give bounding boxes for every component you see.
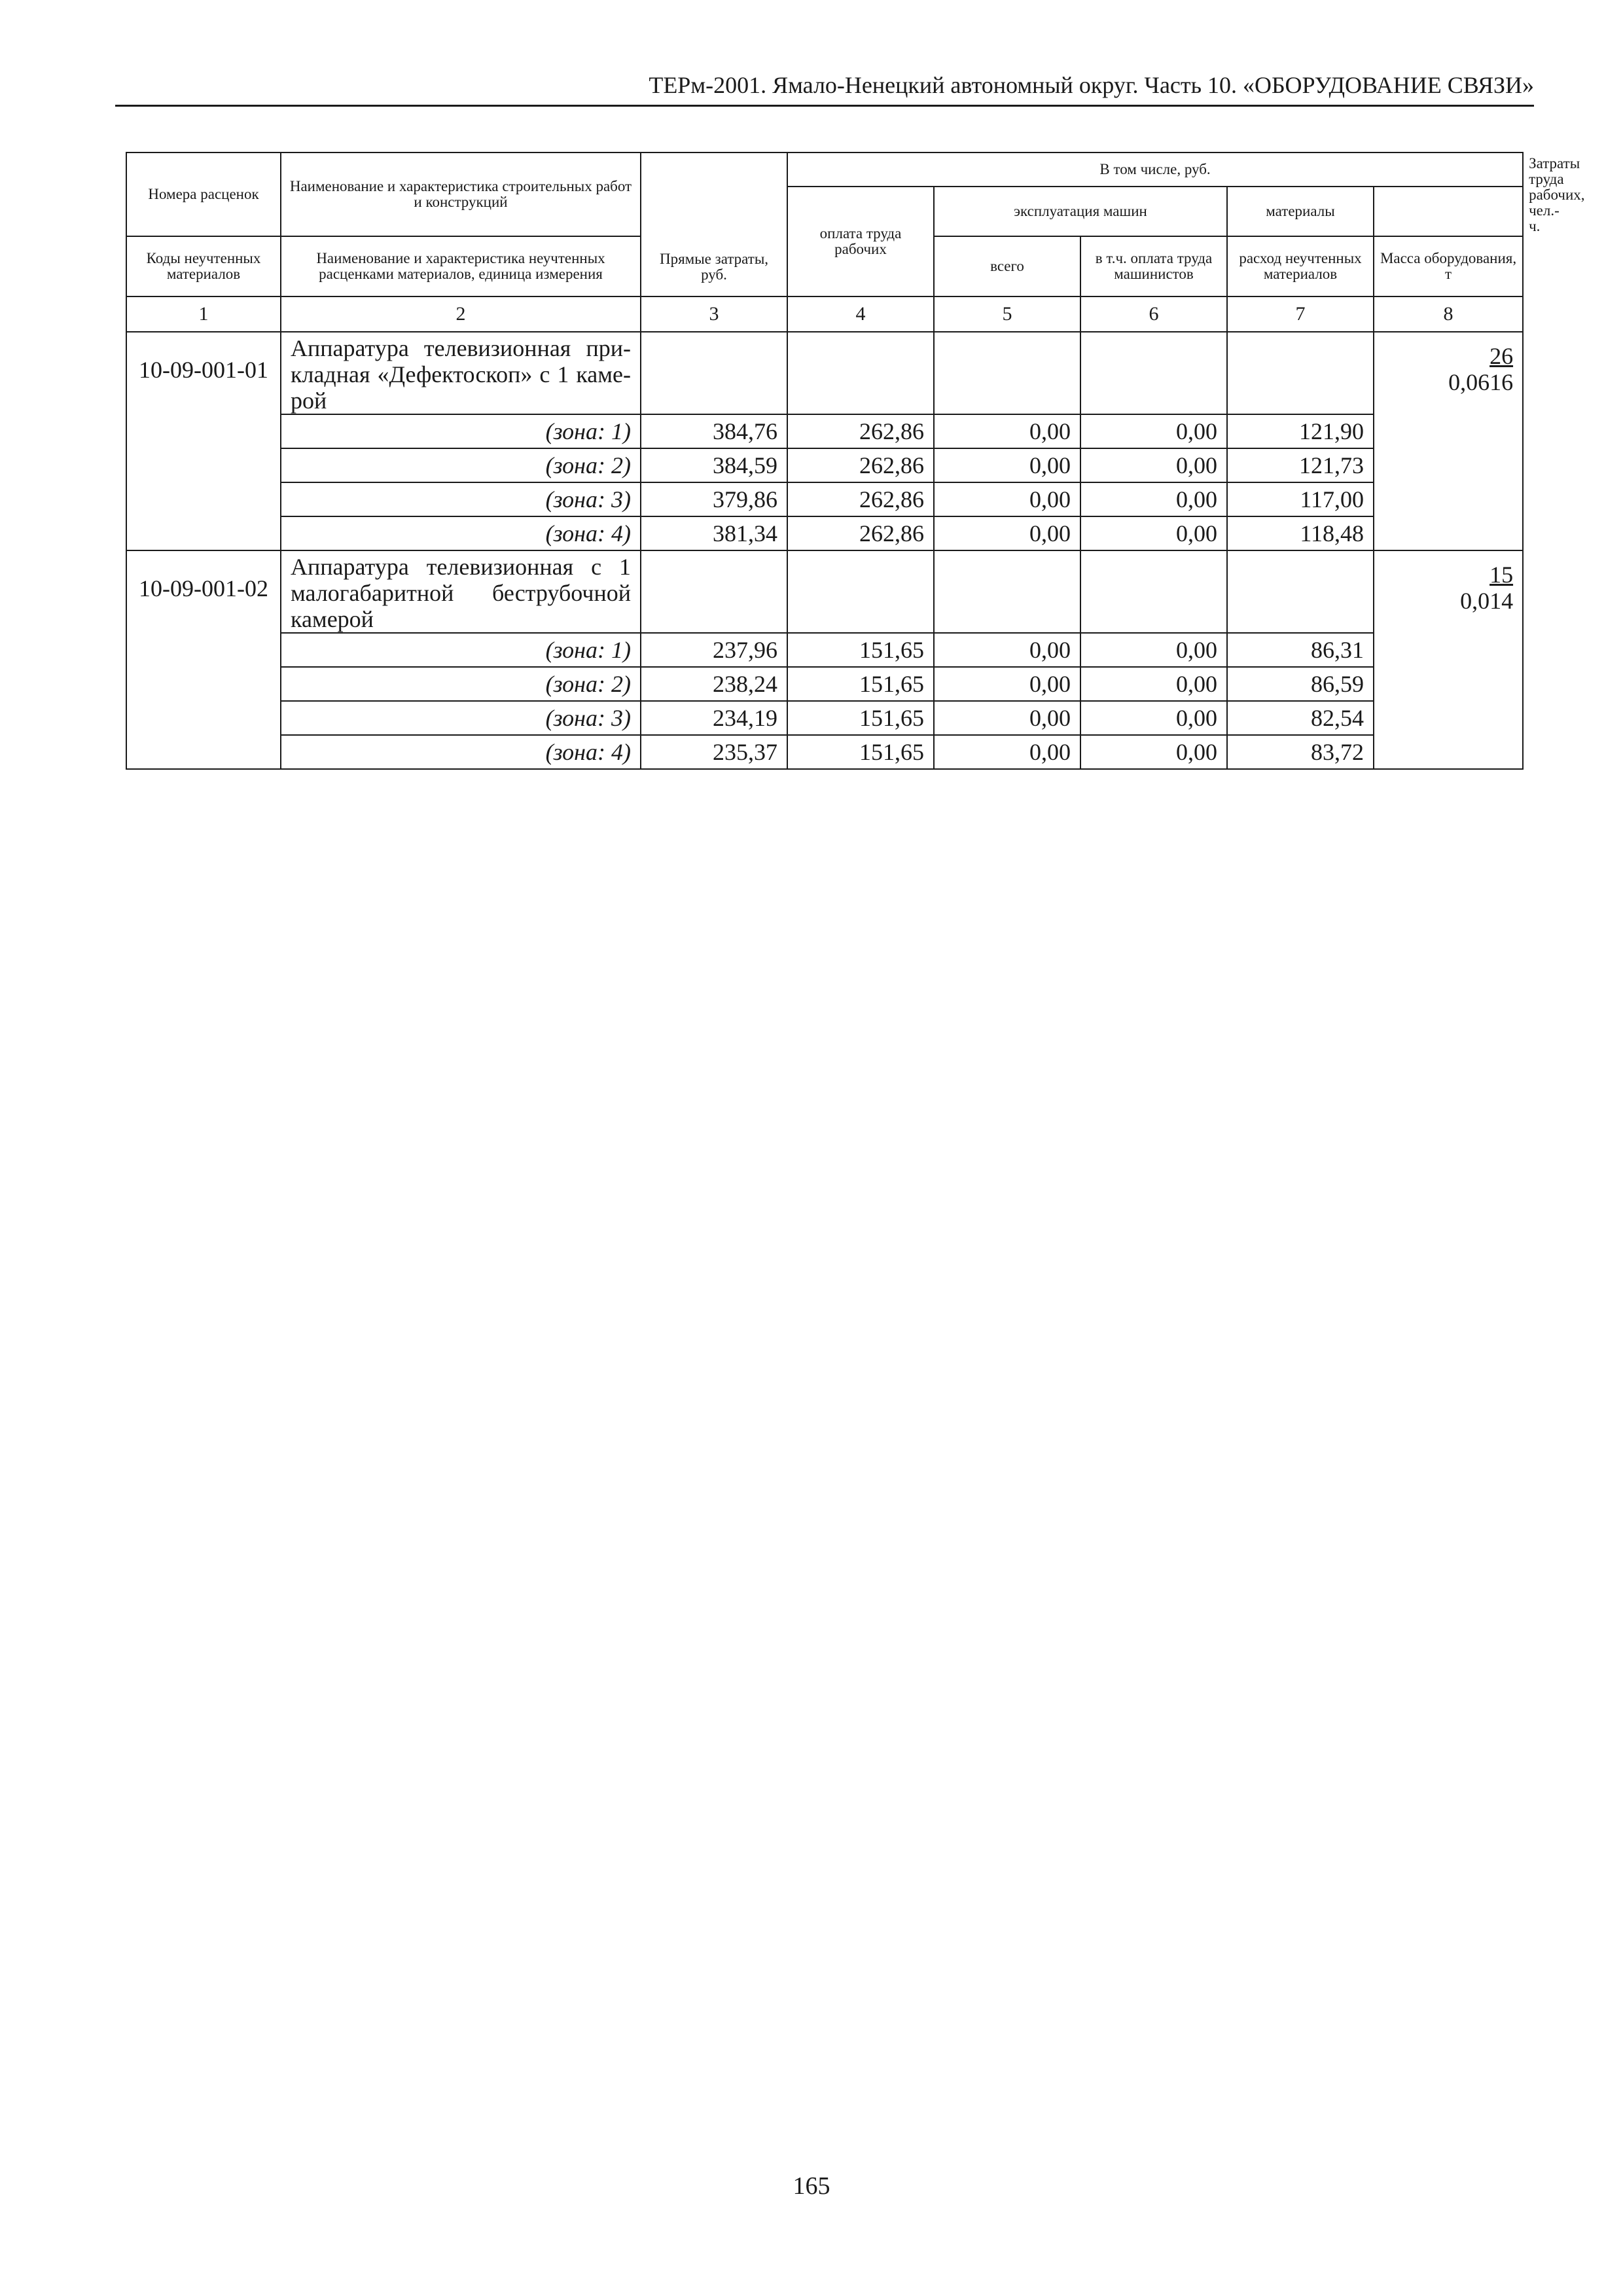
column-number: 7 (1227, 296, 1374, 332)
rate-block (126, 550, 1523, 769)
materials-cost: 86,59 (1227, 667, 1374, 701)
direct-cost: 238,24 (641, 667, 787, 701)
machines-total: 0,00 (934, 516, 1080, 550)
machines-total: 0,00 (934, 667, 1080, 701)
rates-table (126, 152, 1585, 770)
column-number: 3 (641, 296, 787, 332)
column-number: 5 (934, 296, 1080, 332)
zone-label: (зона: 1) (281, 414, 641, 448)
zone-label: (зона: 1) (281, 633, 641, 667)
materials-cost: 121,73 (1227, 448, 1374, 482)
header-equipment-mass: Масса оборудования, т (1374, 236, 1523, 296)
machinists-pay: 0,00 (1080, 633, 1227, 667)
materials-cost: 82,54 (1227, 701, 1374, 735)
header-labor-pay: оплата труда рабочих (787, 187, 934, 296)
machinists-pay: 0,00 (1080, 667, 1227, 701)
zone-label: (зона: 2) (281, 448, 641, 482)
header-rate-numbers: Номера расценок (126, 152, 281, 236)
zone-label: (зона: 4) (281, 516, 641, 550)
column-number: 6 (1080, 296, 1227, 332)
labor-pay: 151,65 (787, 667, 934, 701)
labor-and-mass (1374, 550, 1523, 769)
materials-cost: 83,72 (1227, 735, 1374, 769)
equipment-mass: 0,0616 (1448, 369, 1514, 395)
column-number: 4 (787, 296, 934, 332)
machinists-pay: 0,00 (1080, 516, 1227, 550)
machines-total: 0,00 (934, 701, 1080, 735)
labor-pay: 262,86 (787, 482, 934, 516)
zone-row (126, 667, 1523, 701)
column-number: 8 (1374, 296, 1523, 332)
labor-hours: 26 (1489, 343, 1514, 369)
labor-pay: 151,65 (787, 701, 934, 735)
header-machines: эксплуатация машин (934, 187, 1227, 236)
labor-and-mass (1374, 332, 1523, 550)
header-machines-labor: в т.ч. оплата труда машинистов (1080, 236, 1227, 296)
running-head: ТЕРм-2001. Ямало-Ненецкий автономный округ. Часть 10. «ОБОРУДОВАНИЕ СВЯЗИ» (115, 71, 1534, 107)
machinists-pay: 0,00 (1080, 735, 1227, 769)
direct-cost: 234,19 (641, 701, 787, 735)
labor-pay: 262,86 (787, 448, 934, 482)
zone-label: (зона: 4) (281, 735, 641, 769)
materials-cost: 118,48 (1227, 516, 1374, 550)
column-number: 2 (281, 296, 641, 332)
rate-name: Аппаратура телевизионная с 1 малогабаритной беструбочной камерой (281, 550, 641, 633)
header-work-name: Наименование и характеристика строительных работ и конструкций (281, 152, 641, 236)
zone-row (126, 482, 1523, 516)
zone-label: (зона: 2) (281, 667, 641, 701)
header-direct-costs: Прямые затраты, руб. (641, 152, 787, 296)
labor-pay: 151,65 (787, 633, 934, 667)
header-materials: материалы (1227, 187, 1374, 236)
page-number: 165 (793, 2172, 830, 2200)
direct-cost: 237,96 (641, 633, 787, 667)
rate-name: Аппаратура телевизионная при-кладная «Дефектоскоп» с 1 каме-рой (281, 332, 641, 414)
labor-pay: 151,65 (787, 735, 934, 769)
machines-total: 0,00 (934, 633, 1080, 667)
machinists-pay: 0,00 (1080, 414, 1227, 448)
machinists-pay: 0,00 (1080, 701, 1227, 735)
zone-row (126, 633, 1523, 667)
materials-cost: 86,31 (1227, 633, 1374, 667)
zone-label: (зона: 3) (281, 701, 641, 735)
machines-total: 0,00 (934, 482, 1080, 516)
header-material-codes: Коды неучтенных материалов (126, 236, 281, 296)
header-materials-use: расход неучтенных материалов (1227, 236, 1374, 296)
machinists-pay: 0,00 (1080, 482, 1227, 516)
direct-cost: 235,37 (641, 735, 787, 769)
direct-cost: 381,34 (641, 516, 787, 550)
header-machines-total: всего (934, 236, 1080, 296)
machines-total: 0,00 (934, 414, 1080, 448)
zone-row (126, 414, 1523, 448)
column-number: 1 (126, 296, 281, 332)
header-material-name: Наименование и характеристика неучтенных расценками материалов, единица измерения (281, 236, 641, 296)
rate-code: 10-09-001-01 (126, 332, 281, 550)
labor-hours: 15 (1489, 562, 1514, 588)
direct-cost: 379,86 (641, 482, 787, 516)
materials-cost: 121,90 (1227, 414, 1374, 448)
rate-block (126, 332, 1523, 550)
materials-cost: 117,00 (1227, 482, 1374, 516)
machines-total: 0,00 (934, 735, 1080, 769)
direct-cost: 384,59 (641, 448, 787, 482)
machinists-pay: 0,00 (1080, 448, 1227, 482)
rate-code: 10-09-001-02 (126, 550, 281, 769)
table-header: Номера расценок Наименование и характеристика строительных работ и конструкций Прямые затраты, руб. В том числе, руб. Затраты труда рабочих, чел.-ч. оплата труда рабочих эксплуатация машин материалы Коды неучтенных материалов Наименование и характеристика неучтенных расценками материалов, единица измерения всего в т.ч. оплата труда машинистов расход неучтенных материалов Масса оборудования, т 1 2 3 4 5 6 7 8 (126, 152, 1523, 332)
zone-label: (зона: 3) (281, 482, 641, 516)
header-including: В том числе, руб. (787, 152, 1523, 187)
direct-cost: 384,76 (641, 414, 787, 448)
equipment-mass: 0,014 (1460, 588, 1514, 614)
zone-row (126, 448, 1523, 482)
labor-pay: 262,86 (787, 414, 934, 448)
zone-row (126, 735, 1523, 769)
labor-pay: 262,86 (787, 516, 934, 550)
zone-row (126, 701, 1523, 735)
machines-total: 0,00 (934, 448, 1080, 482)
zone-row (126, 516, 1523, 550)
